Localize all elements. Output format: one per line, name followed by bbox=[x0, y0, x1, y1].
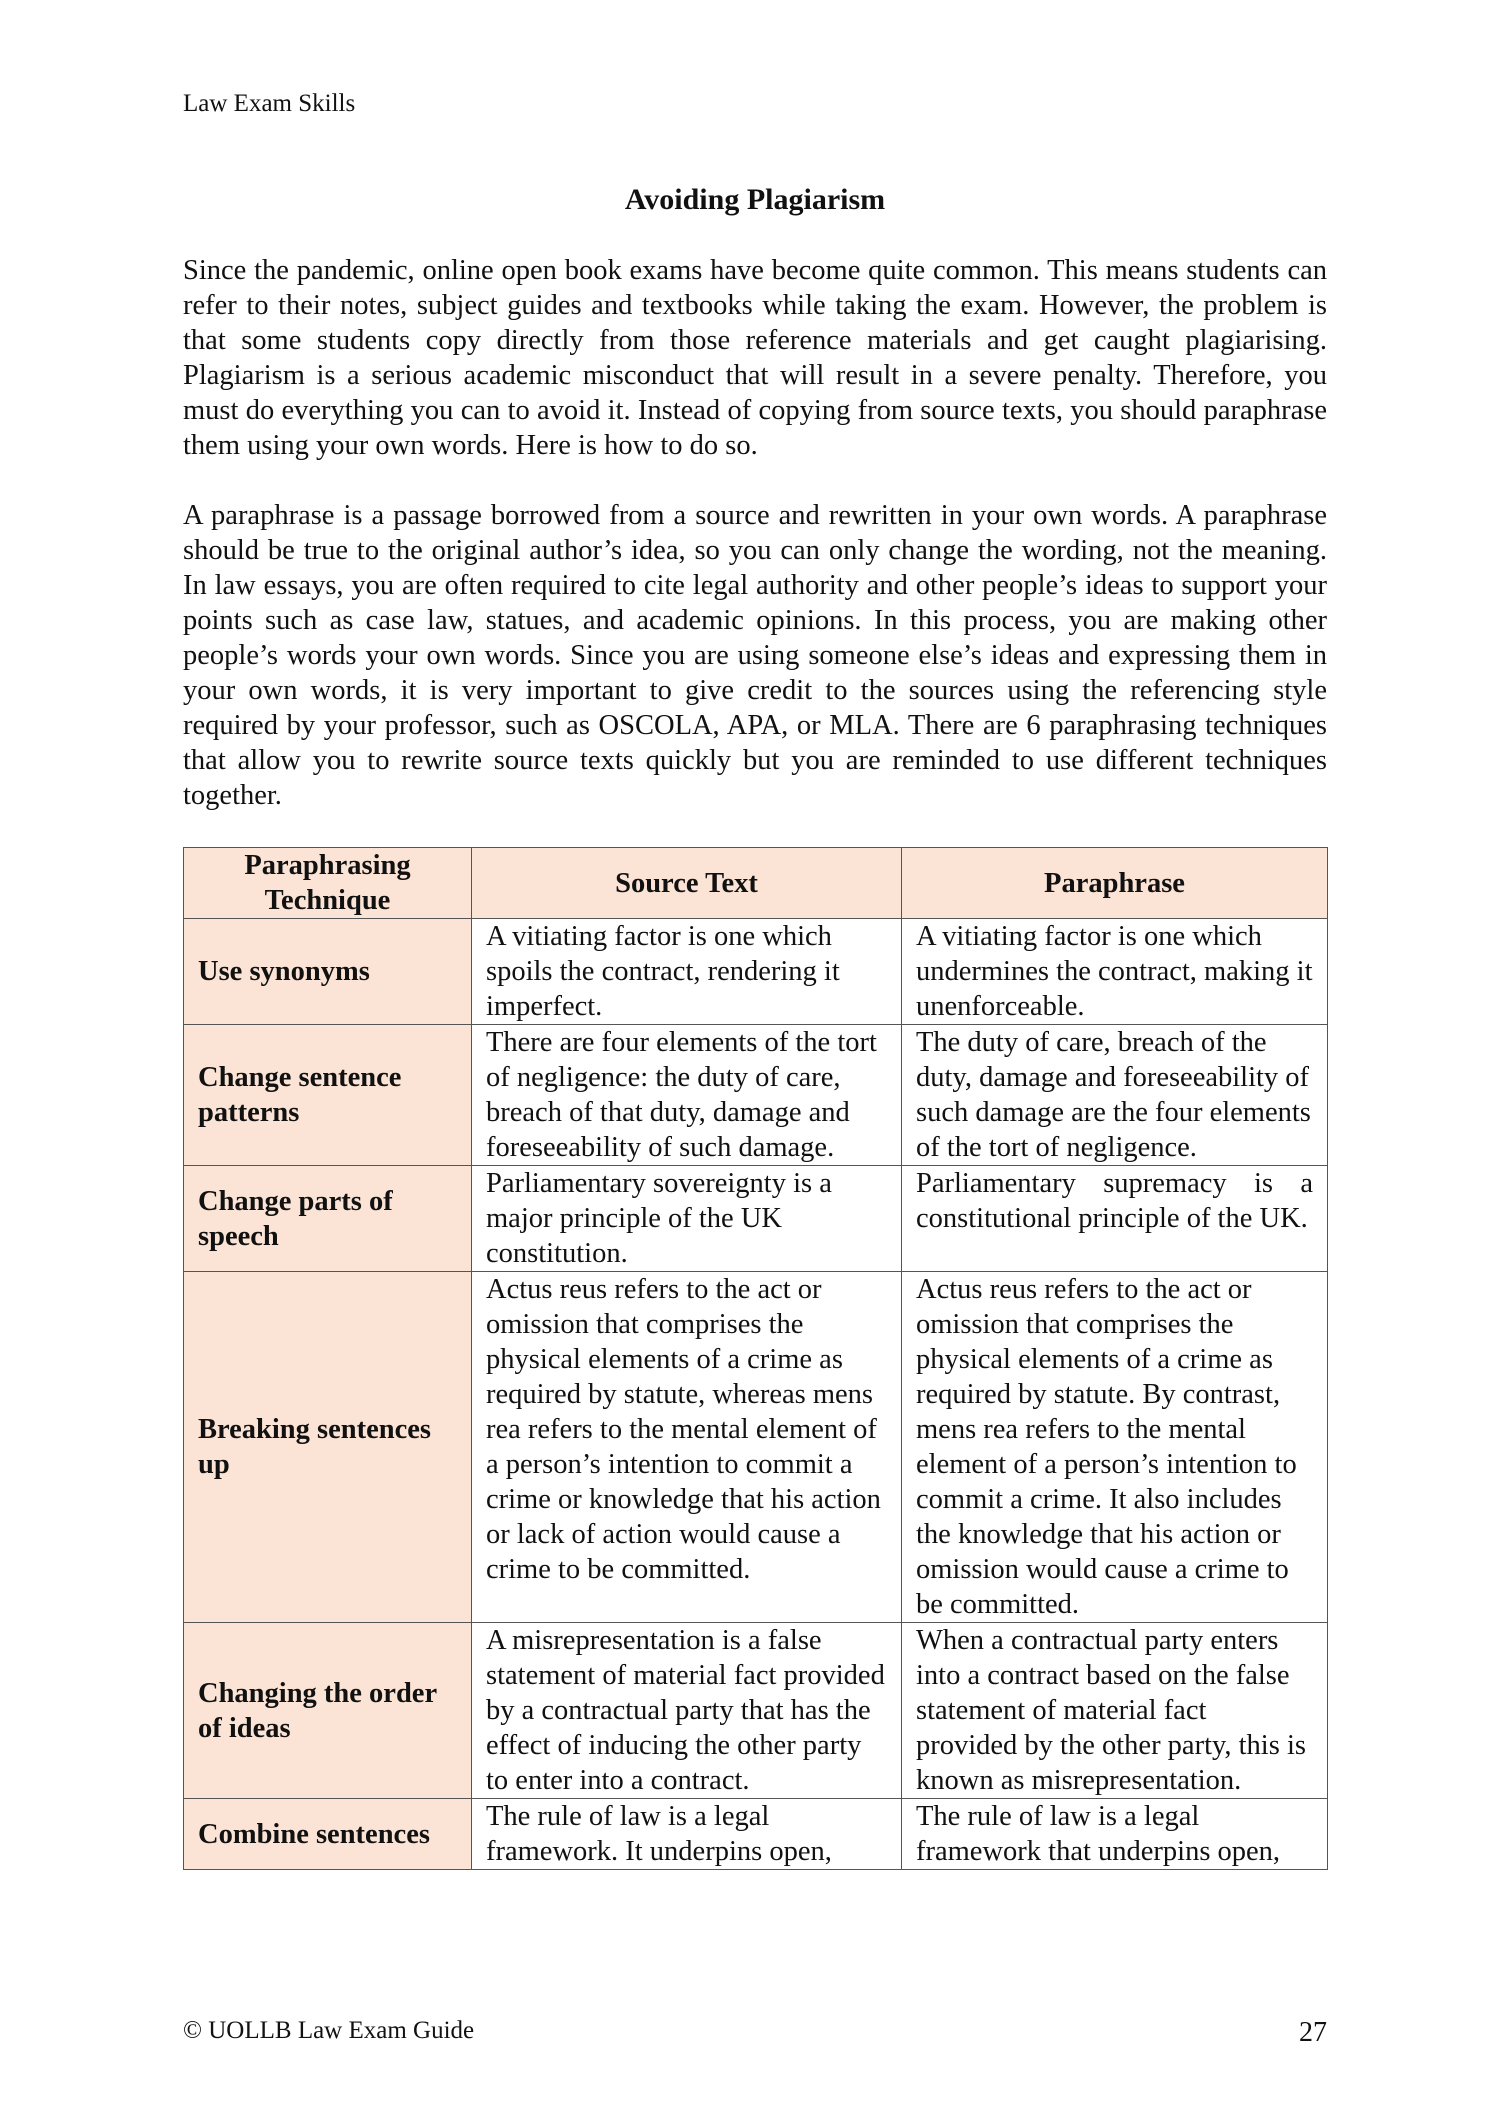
technique-cell: Combine sentences bbox=[184, 1799, 472, 1870]
table-row bbox=[184, 1025, 1328, 1166]
technique-cell: Use synonyms bbox=[184, 919, 472, 1025]
source-text-cell: A misrepresentation is a false statement of material fact provided by a contractual party that has the effect of inducing the other party to enter into a contract. bbox=[472, 1623, 902, 1799]
table-row bbox=[184, 1166, 1328, 1272]
source-text-cell: There are four elements of the tort of negligence: the duty of care, breach of that duty, damage and foreseeability of such damage. bbox=[472, 1025, 902, 1166]
running-header: Law Exam Skills bbox=[183, 90, 356, 117]
paraphrasing-table bbox=[183, 847, 1328, 1870]
technique-cell: Changing the order of ideas bbox=[184, 1623, 472, 1799]
footer-copyright: © UOLLB Law Exam Guide bbox=[183, 2017, 475, 2044]
paraphrase-cell: The duty of care, breach of the duty, damage and foreseeability of such damage are the four elements of the tort of negligence. bbox=[902, 1025, 1328, 1166]
table-row bbox=[184, 919, 1328, 1025]
section-title: Avoiding Plagiarism bbox=[624, 183, 886, 216]
paraphrase-cell: When a contractual party enters into a contract based on the false statement of material fact provided by the other party, this is known as misrepresentation. bbox=[902, 1623, 1328, 1799]
header-source-text: Source Text bbox=[472, 848, 902, 919]
paraphrase-paragraph: A paraphrase is a passage borrowed from a source and rewritten in your own words. A paraphrase should be true to the original author’s idea, so you can only change the wording, not the meaning. In law essays, you are often required to cite legal authority and other people’s ideas to support your points such as case law, statues, and academic opinions. In this process, you are making other people’s words your own words. Since you are using someone else’s ideas and expressing them in your own words, it is very important to give credit to the sources using the referencing style required by your professor, such as OSCOLA, APA, or MLA. There are 6 paraphrasing techniques that allow you to rewrite source texts quickly but you are reminded to use different techniques together. bbox=[183, 500, 1327, 811]
source-text-cell: Parliamentary sovereignty is a major principle of the UK constitution. bbox=[472, 1166, 902, 1272]
paraphrase-cell: Parliamentary supremacy is a constitutional principle of the UK. bbox=[902, 1166, 1328, 1272]
source-text-cell: Actus reus refers to the act or omission that comprises the physical elements of a crime as required by statute, whereas mens rea refers to the mental element of a person’s intention to commit a crime or knowledge that his action or lack of action would cause a crime to be committed. bbox=[472, 1272, 902, 1623]
source-text-cell: A vitiating factor is one which spoils the contract, rendering it imperfect. bbox=[472, 919, 902, 1025]
header-technique: Paraphrasing Technique bbox=[184, 848, 472, 919]
technique-cell: Change parts of speech bbox=[184, 1166, 472, 1272]
technique-cell: Change sentence patterns bbox=[184, 1025, 472, 1166]
intro-paragraph: Since the pandemic, online open book exams have become quite common. This means students can refer to their notes, subject guides and textbooks while taking the exam. However, the problem is that some students copy directly from those reference materials and get caught plagiarising. Plagiarism is a serious academic misconduct that will result in a severe penalty. Therefore, you must do everything you can to avoid it. Instead of copying from source texts, you should paraphrase them using your own words. Here is how to do so. bbox=[183, 255, 1327, 461]
table-row bbox=[184, 1799, 1328, 1870]
source-text-cell: The rule of law is a legal framework. It underpins open, bbox=[472, 1799, 902, 1870]
paraphrase-cell: The rule of law is a legal framework that underpins open, bbox=[902, 1799, 1328, 1870]
table-row bbox=[184, 1623, 1328, 1799]
paraphrase-cell: A vitiating factor is one which undermines the contract, making it unenforceable. bbox=[902, 919, 1328, 1025]
header-paraphrase: Paraphrase bbox=[902, 848, 1328, 919]
table-header-row bbox=[184, 848, 1328, 919]
paraphrase-cell: Actus reus refers to the act or omission that comprises the physical elements of a crime as required by statute. By contrast, mens rea refers to the mental element of a person’s intention to commit a crime. It also includes the knowledge that his action or omission would cause a crime to be committed. bbox=[902, 1272, 1328, 1623]
table-row bbox=[184, 1272, 1328, 1623]
technique-cell: Breaking sentences up bbox=[184, 1272, 472, 1623]
page-number: 27 bbox=[1299, 2017, 1327, 2048]
